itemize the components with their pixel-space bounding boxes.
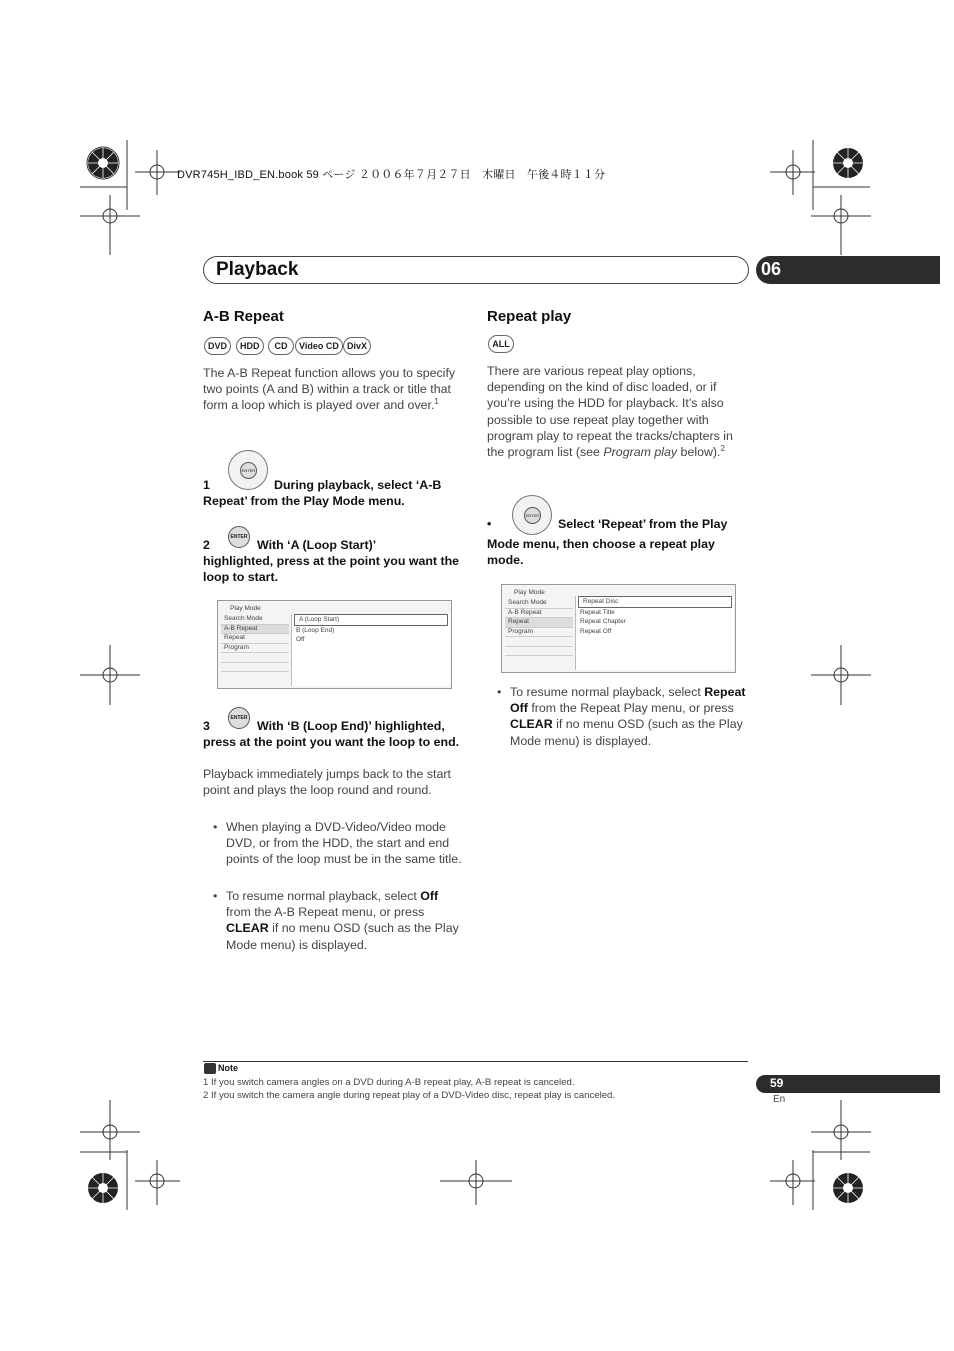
enter-button-icon: ENTER <box>228 707 250 729</box>
footnote-1: 1 If you switch camera angles on a DVD during A-B repeat play, A-B repeat is canceled. <box>203 1077 575 1088</box>
dpad-icon: ENTER <box>512 495 552 535</box>
step-2-text-a: With ‘A (Loop Start)’ <box>257 538 377 552</box>
osd-option: Off <box>296 636 305 643</box>
repeat-step-text-b: Mode menu, then choose a repeat play mode. <box>487 537 715 568</box>
repeat-play-osd-screen <box>501 584 736 673</box>
osd-menu-item: Program <box>505 628 573 638</box>
osd-option: Repeat Title <box>580 608 615 616</box>
chapter-title: Playback <box>216 259 299 280</box>
note-divider <box>203 1061 748 1062</box>
enter-button-icon: ENTER <box>228 526 250 548</box>
osd-menu-item: A-B Repeat <box>505 609 573 619</box>
repeat-bullet: • To resume normal playback, select Repeat Off from the Repeat Play menu, or press CLEAR if no menu OSD (such as the Play Mode menu) is displayed. <box>510 684 750 749</box>
osd-option: Repeat Disc <box>578 596 732 608</box>
chapter-number-tab <box>756 256 940 284</box>
badge-all: ALL <box>488 335 514 353</box>
osd-option: Repeat Off <box>580 627 612 635</box>
note-label: Note <box>218 1063 238 1073</box>
chapter-number: 06 <box>761 259 782 279</box>
repeat-step-text-a: Select ‘Repeat’ from the Play <box>558 517 728 531</box>
osd-option: A (Loop Start) <box>294 614 448 626</box>
page-language: En <box>773 1094 786 1105</box>
osd-title: Play Mode <box>230 605 261 612</box>
badge-hdd: HDD <box>236 337 264 355</box>
step-3-text-b: press at the point you want the loop to end. <box>203 735 460 749</box>
step-1-number: 1 <box>203 478 210 492</box>
osd-option: B (Loop End) <box>296 626 335 634</box>
dpad-icon: ENTER <box>228 450 268 490</box>
print-file-info: DVR745H_IBD_EN.book 59 ページ ２００６年７月２７日 木曜日 午後４時１１分 <box>177 169 606 181</box>
step-1-text-a: During playback, select ‘A-B <box>274 478 442 492</box>
badge-divx: DivX <box>343 337 371 355</box>
badge-video-cd: Video CD <box>295 337 343 355</box>
osd-title: Play Mode <box>514 589 545 596</box>
step-3-body: Playback immediately jumps back to the start point and plays the loop round and round. <box>203 767 451 798</box>
step-1-text-b: Repeat’ from the Play Mode menu. <box>203 494 405 508</box>
osd-menu-item: Repeat <box>505 618 573 628</box>
osd-menu-item: Program <box>221 644 289 654</box>
step-3-text-a: With ‘B (Loop End)’ highlighted, <box>257 719 445 733</box>
note-pencil-icon <box>204 1063 216 1074</box>
repeat-step-bullet: • <box>487 517 492 531</box>
ab-repeat-intro: The A-B Repeat function allows you to specify two points (A and B) within a track or title that form a loop which is played over and over.$^1$ <box>203 366 456 413</box>
osd-menu-item: Search Mode <box>505 599 573 609</box>
ab-bullet-1: • When playing a DVD-Video/Video mode DVD, or from the HDD, the start and end points of the loop must be in the same title. <box>226 819 466 868</box>
step-3-number: 3 <box>203 719 210 733</box>
page-number: 59 <box>770 1076 784 1090</box>
step-2-number: 2 <box>203 538 210 552</box>
footnote-2: 2 If you switch the camera angle during repeat play of a DVD-Video disc, repeat play is canceled. <box>203 1090 616 1101</box>
osd-menu-item: A-B Repeat <box>221 625 289 635</box>
ab-repeat-osd-screen <box>217 600 452 689</box>
ab-bullet-2: • To resume normal playback, select Off from the A-B Repeat menu, or press CLEAR if no menu OSD (such as the Play Mode menu) is displayed. <box>226 888 466 953</box>
page-number-tab <box>756 1075 940 1093</box>
ab-repeat-heading: A-B Repeat <box>203 308 284 325</box>
badge-cd: CD <box>268 337 294 355</box>
repeat-play-intro: There are various repeat play options, depending on the kind of disc loaded, or if you’re using the HDD for playback. It’s also possible to use repeat play together with program play to repeat the tracks/chapters in the program list (see Program play below).$^2$ <box>487 364 733 460</box>
osd-menu-item: Repeat <box>221 634 289 644</box>
badge-dvd: DVD <box>204 337 231 355</box>
osd-menu-item: Search Mode <box>221 615 289 625</box>
osd-option: Repeat Chapter <box>580 618 626 625</box>
step-2-text-b: highlighted, press at the point you want the loop to start. <box>203 554 460 585</box>
repeat-play-heading: Repeat play <box>487 308 572 325</box>
